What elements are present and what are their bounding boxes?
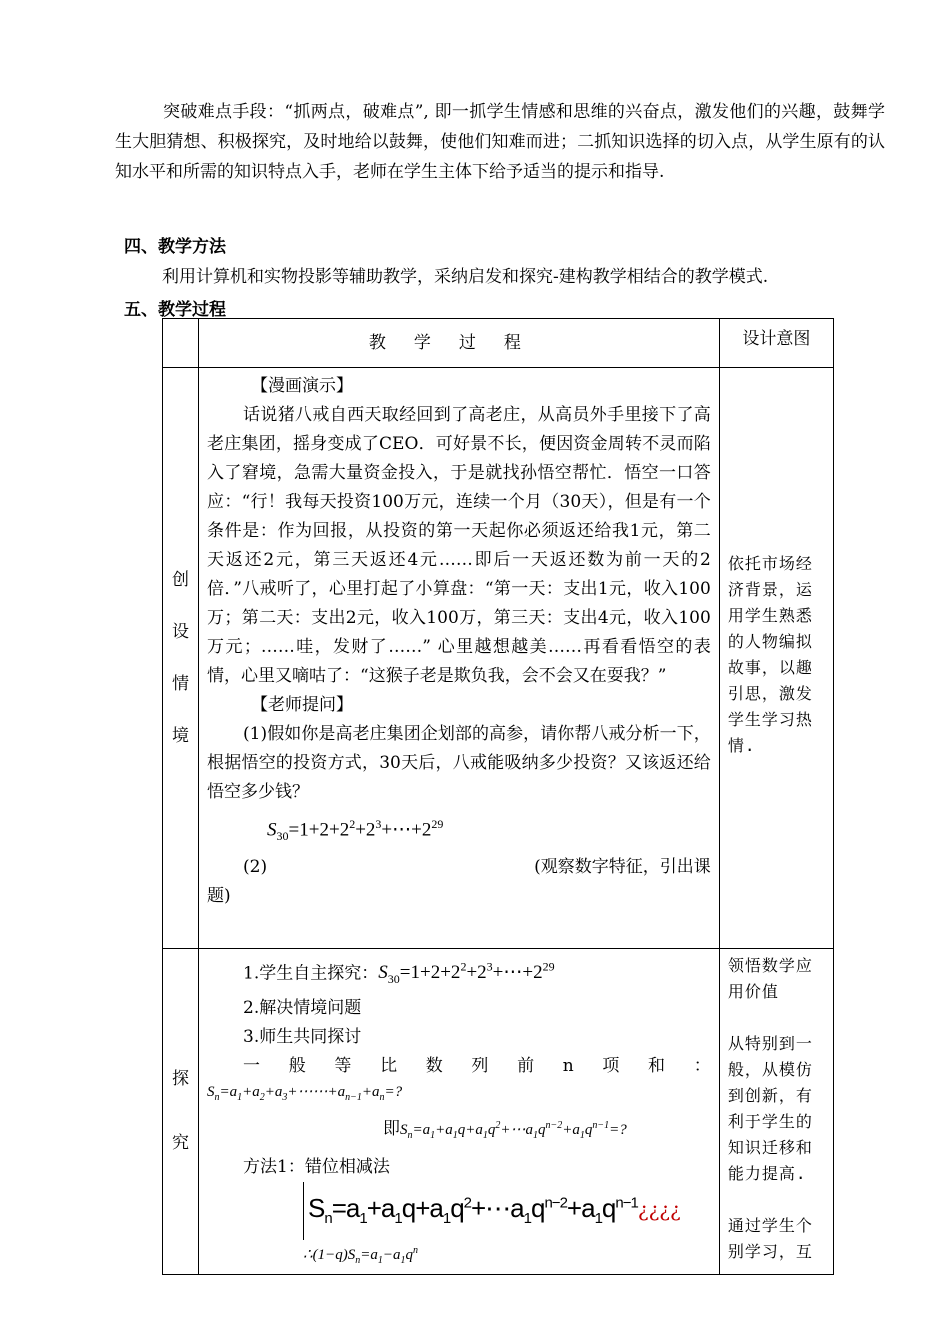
question-2-line	[207, 853, 711, 882]
explore-content	[199, 949, 720, 1275]
question-2-label: (2)	[243, 857, 268, 878]
staggered-formula-line	[303, 1182, 711, 1240]
label-char: 境	[172, 726, 190, 746]
general-sum-char: 比	[380, 1056, 398, 1077]
sn-expanded-line	[207, 1109, 711, 1153]
sn-definition-formula: $S_n=a_1+a_2+a_3+\cdots\cdots+a_{n-1}+a_n=$?	[207, 1084, 403, 1104]
header-process: 教学过程	[199, 319, 720, 368]
general-sum-char: 一	[243, 1056, 261, 1077]
question-2-note: (观察数字特征，引出课	[534, 857, 711, 878]
general-sum-char: 前	[517, 1056, 535, 1077]
s30-formula: $S_{30}=1+2+2^2+2^3+\cdots+2^{29}$	[267, 817, 444, 844]
explore-note	[719, 949, 833, 1275]
s30-formula-2: $S_{30}=1+2+2^2+2^3+\cdots+2^{29}$	[378, 960, 555, 987]
table-row-scenario	[163, 368, 834, 949]
method-1-label: 方法1：错位相减法	[243, 1157, 390, 1178]
teacher-question-tag: 【老师提问】	[251, 695, 354, 715]
header-empty-cell	[163, 319, 199, 368]
explore-note-2: 从特别到一般，从模仿到创新，有利于学生的知识迁移和能力提高.	[727, 1034, 813, 1183]
general-sum-char: 般	[288, 1056, 306, 1077]
question-2-wrap: 题)	[207, 886, 231, 907]
section-4-heading: 四、教学方法	[124, 237, 226, 257]
explore-item-1-label: 1.学生自主探究：	[243, 963, 379, 984]
label-char: 情	[172, 674, 190, 694]
scenario-note-text: 依托市场经济背景，运用学生熟悉的人物编拟故事，以趣引思，激发学生学习热情.	[727, 554, 813, 755]
scenario-note	[719, 368, 833, 949]
ji-label: 即	[383, 1119, 401, 1140]
teaching-process-table	[162, 318, 834, 1275]
label-char: 探	[172, 1069, 190, 1090]
general-sum-char: 列	[471, 1056, 489, 1077]
general-sum-char: n	[562, 1056, 574, 1077]
general-sum-char: ：	[693, 1056, 711, 1077]
explore-item-1	[207, 953, 711, 994]
story-paragraph: 话说猪八戒自西天取经回到了高老庄，从高员外手里接下了高老庄集团，摇身变成了CEO．可好景不长，便因资金周转不灵而陷入了窘境，急需大量资金投入，于是就找孙悟空帮忙．悟空一口答应：“行！我每天投资100万元，连续一个月（30天），但是有一个条件是：作为回报，从投资的第一天起你必须返还给我1元，第二天返还2元，第三天返还4元……即后一天返还数为前一天的2倍．”八戒听了，心里打起了小算盘：“第一天：支出1元，收入100万；第二天：支出2元，收入100万，第三天：支出4元，收入100万元；……哇，发财了……” 心里越想越美……再看看悟空的表情，心里又嘀咕了：“这猴子老是欺负我，会不会又在耍我？”	[207, 405, 711, 686]
table-row-explore	[163, 949, 834, 1275]
row-label-explore	[163, 949, 199, 1275]
general-sum-char: 项	[602, 1056, 620, 1077]
section-5-heading: 五、教学过程	[124, 300, 226, 320]
explore-note-1: 领悟数学应用价值	[727, 956, 813, 1001]
header-design-intent: 设计意图	[719, 319, 833, 368]
section-4-text: 利用计算机和实物投影等辅助教学，采纳启发和探究-建构教学相结合的教学模式.	[162, 267, 769, 287]
comic-demo-tag: 【漫画演示】	[251, 376, 354, 396]
row-label-scenario	[163, 368, 199, 949]
scenario-content	[199, 368, 720, 949]
explore-item-3: 3.师生共同探讨	[243, 1027, 362, 1048]
garbled-glyphs: ¿¿¿¿	[637, 1197, 681, 1222]
label-char: 究	[172, 1133, 190, 1154]
general-sum-char: 数	[425, 1056, 443, 1077]
difficulty-paragraph: 突破难点手段：“抓两点，破难点”, 即一抓学生情感和思维的兴奋点，激发他们的兴趣，鼓舞学生大胆猜想、积极探究，及时地给以鼓舞，使他们知难而进；二抓知识选择的切入点，从学生原有的认知水平和所需的知识特点入手，老师在学生主体下给予适当的提示和指导.	[115, 102, 885, 182]
general-sum-char: 和	[648, 1056, 666, 1077]
label-char: 设	[172, 622, 190, 642]
explore-note-3: 通过学生个别学习，互	[727, 1216, 813, 1261]
general-sum-char: 等	[334, 1056, 352, 1077]
sn-expanded-formula: $S_n=a_1+a_1q+a_1q^2+\cdots a_1q^{n-2}+a_1q^{n-1}=$?	[400, 1120, 627, 1142]
label-char: 创	[172, 570, 190, 590]
explore-item-2: 2.解决情境问题	[243, 998, 362, 1019]
question-paragraph: (1)假如你是高老庄集团企划部的高参，请你帮八戒分析一下，根据悟空的投资方式，30天后，八戒能吸纳多少投资？又该返还给悟空多少钱？	[207, 724, 711, 802]
staggered-formula: $S_n=a_1+a_1q+a_1q^2+\cdots a_1q^{n-2}+a_1q^{n-1}$	[308, 1192, 638, 1227]
general-sum-line	[207, 1052, 711, 1081]
subtraction-result-formula: $\therefore(1-q)S_n=a_1-a_1q^n$	[303, 1244, 418, 1266]
table-header-row	[163, 319, 834, 368]
